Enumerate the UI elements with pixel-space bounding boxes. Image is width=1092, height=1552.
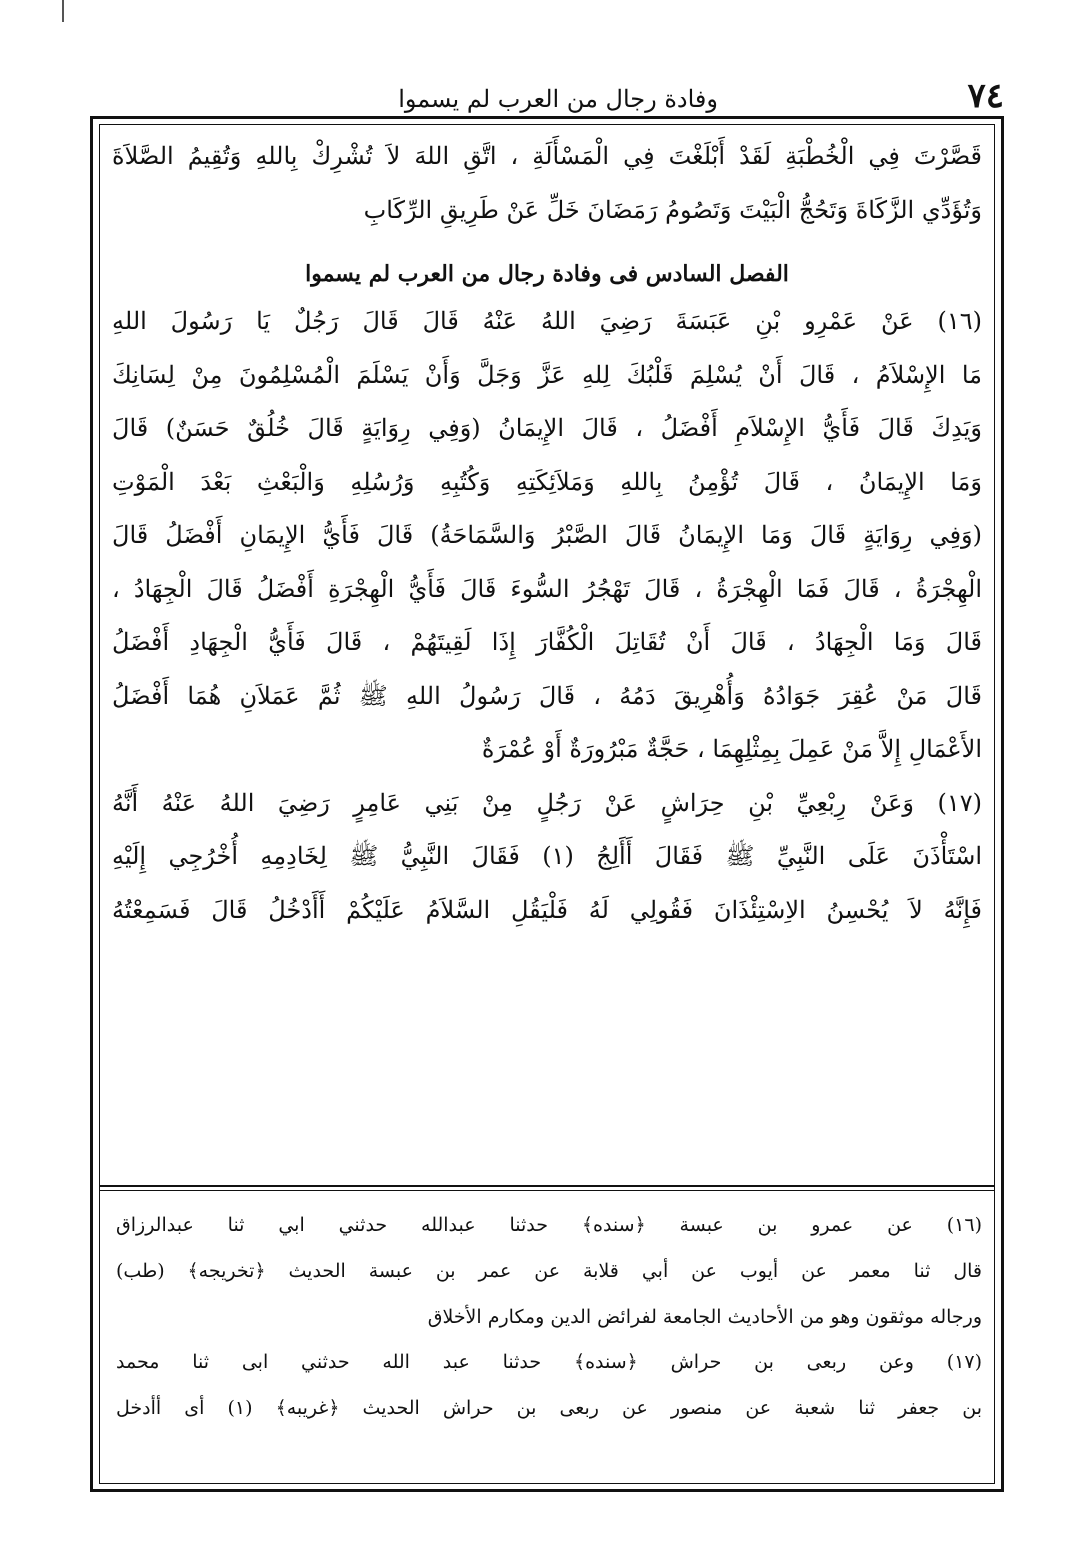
hadith-line: اسْتَأْذَنَ عَلَى النَّبِيِّ ﷺ فَقَالَ أَأَلِجُ (١) فَقَالَ النَّبِيُّ ﷺ لِخَادِمِهِ أُخْرُجِي إِلَيْهِ [112,842,982,870]
section-heading: الفصل السادس فى وفادة رجال من العرب لم يسموا [305,261,789,287]
hadith-16 [112,295,982,777]
hadith-line: وَيَدِكَ قَالَ فَأَيُّ الإِسْلاَمِ أَفْضَلُ ، قَالَ الإِيمَانُ (وَفِي رِوَايَةٍ قَالَ خُلُقٌ حَسَنٌ) قَالَ [112,414,982,442]
hadith-line: قَالَ وَمَا الْجِهَادُ ، قَالَ أَنْ تُقَاتِلَ الْكُفَّارَ إِذَا لَقِيتَهُمْ ، قَالَ فَأَيُّ الْجِهَادِ أَفْضَلُ [112,628,982,656]
hadith-17 [112,777,982,938]
footnote-line: ورجاله موثقون وهو من الأحاديث الجامعة لفرائض الدين ومكارم الأخلاق [427,1305,982,1328]
hadith-line: (١٧) وَعَنْ رِبْعِيِّ بْنِ حِرَاشٍ عَنْ رَجُلٍ مِنْ بَنِي عَامِرٍ رَضِيَ اللهُ عَنْهُ أَنَّهُ [112,788,982,817]
hadith-line: مَا الإِسْلاَمُ ، قَالَ أَنْ يُسْلِمَ قَلْبُكَ لِلهِ عَزَّ وَجَلَّ وَأَنْ يَسْلَمَ الْمُسْلِمُونَ مِنْ لِسَانِكَ [112,360,982,389]
footnote-line: قال ثنا معمر عن أيوب عن أبي قلابة عن عمر بن عبسة الحديث ﴿تخريجه﴾ (طب) [116,1259,982,1282]
hadith-line: الْهِجْرَةُ ، قَالَ فَمَا الْهِجْرَةُ ، قَالَ تَهْجُرُ السُّوءَ قَالَ فَأَيُّ الْهِجْرَةِ أَفْضَلُ قَالَ الْجِهَادُ ، [112,574,982,603]
page-number: ٧٤ [967,76,1004,116]
hadith-line: (وَفِي رِوَايَةٍ قَالَ وَمَا الإِيمَانُ قَالَ الصَّبْرُ وَالسَّمَاحَةُ) قَالَ فَأَيُّ الإِيمَانِ أَفْضَلُ قَالَ [112,521,982,549]
page-header [90,74,1008,120]
hadith-line: وَمَا الإِيمَانُ ، قَالَ تُؤْمِنُ بِاللهِ وَمَلاَئِكَتِهِ وَكُتُبِهِ وَرُسُلِهِ وَالْبَعْثِ بَعْدَ الْمَوْتِ [112,467,982,496]
footnote-line: (١٦) عن عمرو بن عبسة ﴿سنده﴾ حدثنا عبدالله حدثني ابي ثنا عبدالرزاق [116,1214,982,1236]
hadith-line: (١٦) عَنْ عَمْرِو بْنِ عَبَسَةَ رَضِيَ اللهُ عَنْهُ قَالَ قَالَ رَجُلٌ يَا رَسُولَ اللهِ [112,307,982,335]
footnote-divider [99,1185,995,1187]
footnote-line: بن جعفر ثنا شعبة عن منصور عن ربعى بن حراش الحديث ﴿غريبه﴾ (١) أى أأدخل [116,1397,982,1420]
footnote-line: (١٧) وعن ربعى بن حراش ﴿سنده﴾ حدثنا عبد الله حدثني ابى ثنا محمد [116,1351,982,1374]
hadith-line: قَالَ مَنْ عُقِرَ جَوَادُهُ وَأُهْرِيقَ دَمُهُ ، قَالَ رَسُولُ اللهِ ﷺ ثُمَّ عَمَلاَنِ هُمَا أَفْضَلُ [112,681,982,710]
hadith-line: فَإِنَّهُ لاَ يُحْسِنُ الاِسْتِئْذَانَ فَقُولِي لَهُ فَلْيَقُلِ السَّلاَمُ عَلَيْكُمْ أَأَدْخُلُ قَالَ فَسَمِعْتُهُ [112,895,982,924]
main-text [112,130,982,937]
footnote-divider-thin [99,1190,995,1191]
intro-line: وَتُؤَدِّي الزَّكَاةَ وَتَحُجُّ الْبَيْتَ وَتَصُومُ رَمَضَانَ خَلِّ عَنْ طَرِيقِ الرِّكَابِ [363,195,982,224]
scan-mark [62,0,64,22]
footnotes [116,1203,982,1432]
hadith-line: الأَعْمَالِ إِلاَّ مَنْ عَمِلَ بِمِثْلِهِمَا ، حَجَّةٌ مَبْرُورَةٌ أَوْ عُمْرَةٌ [481,735,982,763]
intro-line: قَصَّرْتَ فِي الْخُطْبَةِ لَقَدْ أَبْلَغْتَ فِي الْمَسْأَلَةِ ، اتَّقِ اللهَ لاَ تُشْرِكْ بِاللهِ وَتُقِيمُ الصَّلاَةَ [112,142,982,170]
running-title: وفادة رجال من العرب لم يسموا [398,85,718,113]
